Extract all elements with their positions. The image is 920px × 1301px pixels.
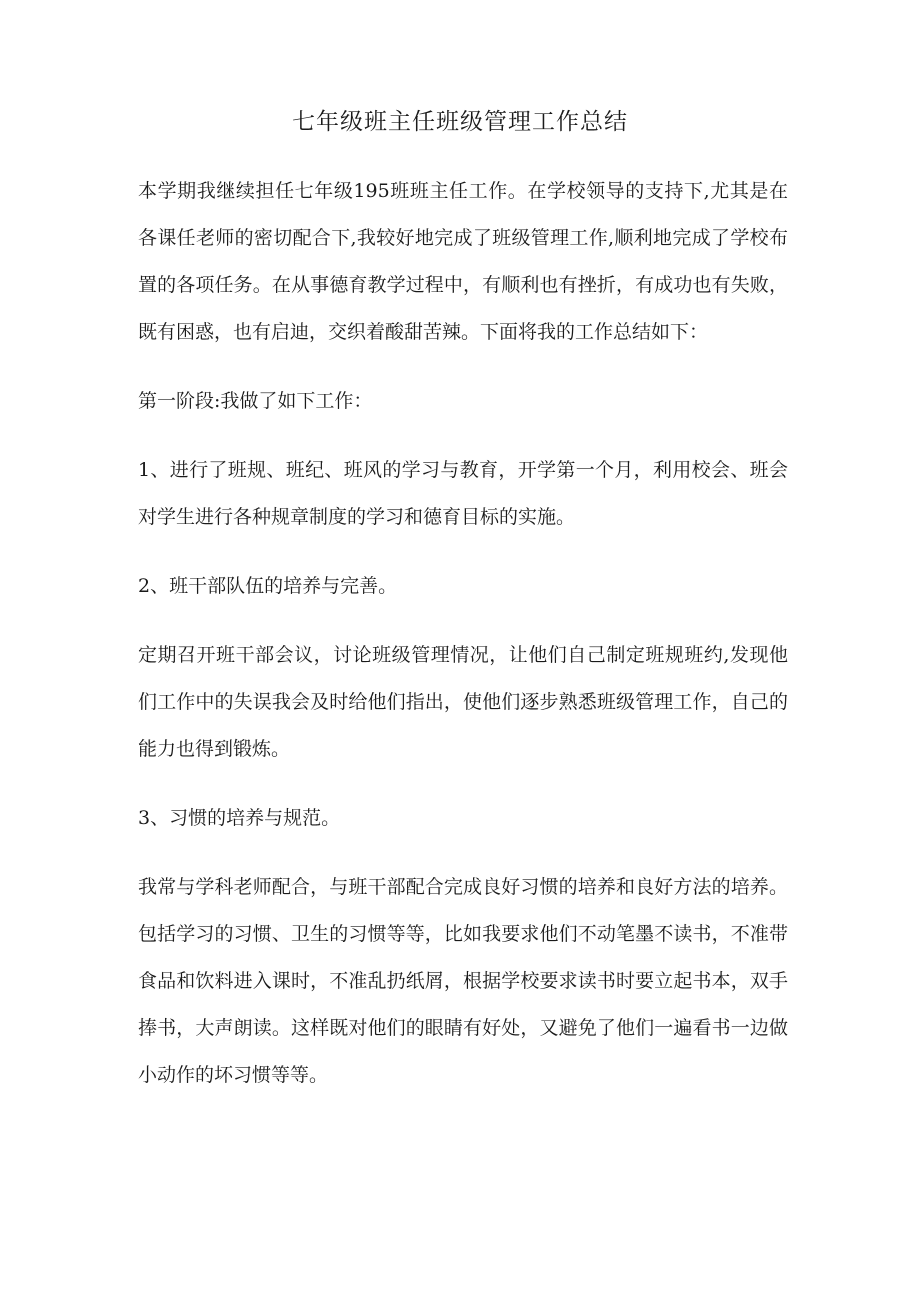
paragraph-intro: 本学期我继续担任七年级195班班主任工作。在学校领导的支持下,尤其是在各课任老师的密切配合下,我较好地完成了班级管理工作,顺利地完成了学校布置的各项任务。在从事德育教学过程中，有顺利也有挫折，有成功也有失败，既有困惑，也有启迪，交织着酸甜苦辣。下面将我的工作总结如下： bbox=[138, 180, 788, 343]
paragraph-item-2: 2、班干部队伍的培养与完善。 bbox=[138, 575, 398, 597]
document-title: 七年级班主任班级管理工作总结 bbox=[292, 109, 628, 135]
document-body bbox=[138, 168, 788, 1099]
paragraph-item-3: 3、习惯的培养与规范。 bbox=[138, 807, 341, 829]
paragraph-item-3-detail: 我常与学科老师配合，与班干部配合完成良好习惯的培养和良好方法的培养。包括学习的习惯、卫生的习惯等等，比如我要求他们不动笔墨不读书，不准带食品和饮料进入课时，不准乱扔纸屑，根据学校要求读书时要立起书本，双手捧书，大声朗读。这样既对他们的眼睛有好处，又避免了他们一遍看书一边做小动作的坏习惯等等。 bbox=[138, 876, 788, 1086]
paragraph-stage-heading: 第一阶段:我做了如下工作： bbox=[138, 390, 373, 412]
paragraph-item-2-detail: 定期召开班干部会议，讨论班级管理情况，让他们自己制定班规班约,发现他们工作中的失误我会及时给他们指出，使他们逐步熟悉班级管理工作，自己的能力也得到锻炼。 bbox=[138, 644, 788, 760]
paragraph-item-1: 1、进行了班规、班纪、班风的学习与教育，开学第一个月，利用校会、班会对学生进行各种规章制度的学习和德育目标的实施。 bbox=[138, 459, 788, 528]
